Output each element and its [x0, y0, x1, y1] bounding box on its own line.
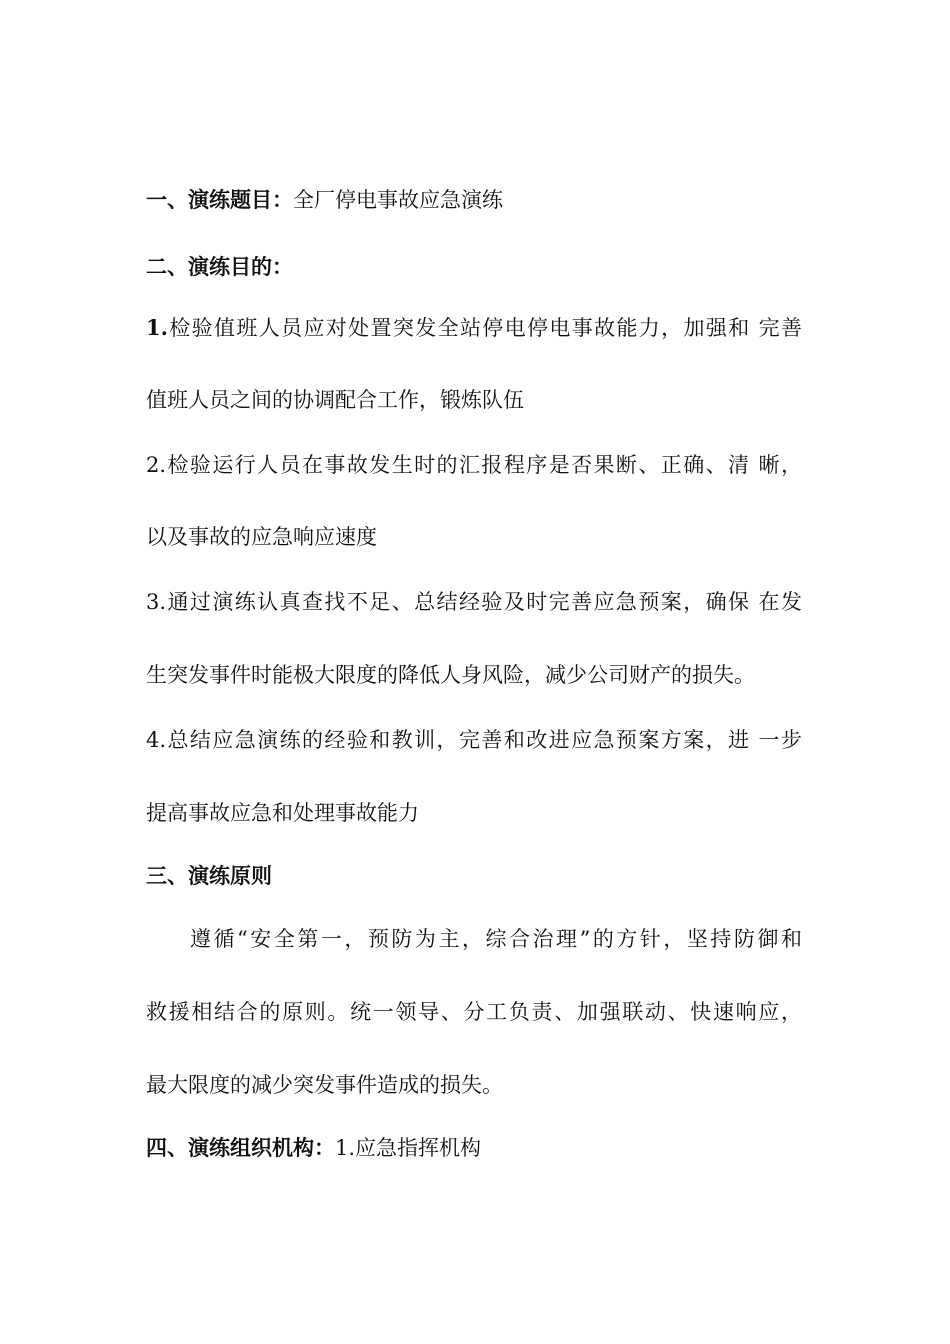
principle-line-2: 救援相结合的原则。统一领导、分工负责、加强联动、快速响应，	[146, 1000, 802, 1024]
section-1-text: 全厂停电事故应急演练	[293, 188, 503, 212]
section-4-heading: 四、演练组织机构：	[146, 1135, 335, 1160]
purpose-1-line-2: 值班人员之间的协调配合工作，锻炼队伍	[146, 388, 524, 412]
section-3-heading: 三、演练原则	[146, 863, 272, 888]
purpose-4-line-1: 4.总结应急演练的经验和教训，完善和改进应急预案方案，进 一步	[146, 728, 802, 752]
purpose-2-line-2: 以及事故的应急响应速度	[146, 525, 377, 549]
purpose-1-line-1: 1.检验值班人员应对处置突发全站停电停电事故能力，加强和 完善	[146, 315, 802, 340]
purpose-4-line-2: 提高事故应急和处理事故能力	[146, 801, 419, 825]
section-1-heading: 一、演练题目：	[146, 187, 293, 212]
section-2-heading: 二、演练目的：	[146, 254, 293, 279]
section-3	[146, 862, 802, 890]
purpose-4-number: 4.	[146, 728, 167, 752]
section-2	[146, 253, 802, 281]
principle-line-1: 遵循“安全第一，预防为主，综合治理”的方针，坚持防御和	[190, 927, 802, 951]
purpose-3-line-2: 生突发事件时能极大限度的降低人身风险，减少公司财产的损失。	[146, 663, 755, 687]
section-4-text: 1.应急指挥机构	[335, 1136, 482, 1160]
section-4	[146, 1134, 802, 1162]
purpose-3-number: 3.	[146, 590, 167, 614]
purpose-3-line-1: 3.通过演练认真查找不足、总结经验及时完善应急预案，确保 在发	[146, 590, 802, 614]
principle-line-3: 最大限度的减少突发事件造成的损失。	[146, 1073, 503, 1097]
purpose-2-line-1: 2.检验运行人员在事故发生时的汇报程序是否果断、正确、清 晰，	[146, 453, 802, 477]
section-1	[146, 186, 802, 214]
purpose-1-number: 1.	[146, 315, 168, 340]
purpose-2-number: 2.	[146, 453, 167, 477]
